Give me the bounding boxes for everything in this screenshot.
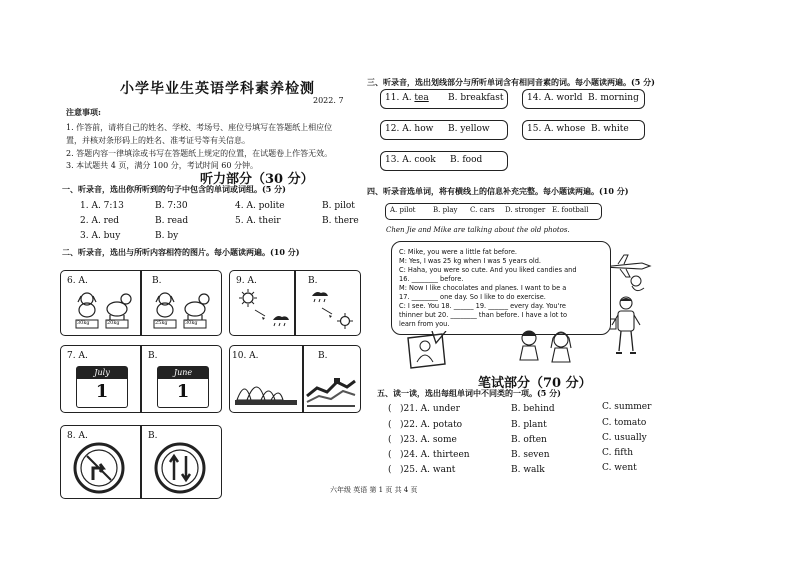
- dialog-line-8: thinner but 20. ________ than before. I have a lot to: [399, 311, 568, 319]
- page-footer: 六年级 英语 第 1 页 共 4 页: [330, 486, 418, 494]
- q9-sun-then-rain-icon: [235, 288, 293, 332]
- q7-label-b: B.: [148, 351, 158, 361]
- q22-option-a: )22. A. potato: [400, 420, 463, 430]
- part2-instruction: 二、听录音，选出与所听内容相符的图片。每小题读两遍。(10 分): [62, 247, 300, 257]
- q7-label-a: 7. A.: [67, 351, 88, 361]
- notes-line-3: 2. 答题内容一律填涂或书写在答题纸上规定的位置，在试题卷上作答无效。: [66, 149, 333, 158]
- q11-label: 11. A. tea: [385, 93, 429, 103]
- p1-row2-b: B. read: [155, 216, 189, 226]
- q9-divider: [294, 270, 296, 335]
- boy-figure-icon: [606, 295, 646, 357]
- q8-label-b: B.: [148, 431, 158, 441]
- notes-line-2: 置，并核对条形码上的姓名、准考证号等有关信息。: [66, 136, 250, 145]
- p1-row2-d: B. there: [322, 216, 359, 226]
- q25-option-a: )25. A. want: [400, 465, 456, 475]
- part4-option-d: D. stronger: [505, 206, 546, 214]
- q9-rain-then-sun-icon: [300, 288, 358, 332]
- q8-label-a: 8. A.: [67, 431, 88, 441]
- p1-row3-b: B. by: [155, 231, 179, 241]
- part4-caption: Chen Jie and Mike are talking about the old photos.: [386, 226, 570, 234]
- q24-option-a: )24. A. thirteen: [400, 450, 470, 460]
- q13-option-b: food: [462, 155, 483, 165]
- q21-option-b: B. behind: [511, 404, 555, 414]
- q10-divider: [302, 345, 304, 412]
- q7-divider: [140, 345, 142, 412]
- q8-two-way-traffic-sign-icon: [152, 440, 208, 496]
- q6a-weight-left: 30kg: [77, 320, 90, 326]
- p1-row1-d: B. pilot: [322, 201, 355, 211]
- q7-calendar-a-day: 1: [95, 381, 109, 402]
- q15-num: 15.: [527, 124, 542, 134]
- q23-option-a: )23. A. some: [400, 435, 457, 445]
- part4-instruction: 四、听录音选单词，将有横线上的信息补充完整。每小题读两遍。(10 分): [367, 186, 629, 196]
- q22-option-c: C. tomato: [602, 418, 647, 428]
- dialog-line-5: M: Now I like chocolates and planes. I want to be a: [399, 284, 567, 292]
- p1-row3-a: 3. A. buy: [80, 231, 121, 241]
- q9-label-b: B.: [308, 276, 318, 286]
- q10-sydney-opera-house-icon: [233, 368, 299, 408]
- dialog-bubble: [391, 241, 611, 335]
- q7-calendar-b: [157, 366, 209, 408]
- part4-option-a: A. pilot: [390, 206, 416, 214]
- q15-option-a: whose: [556, 124, 586, 134]
- q12-option-a-wrap: 12. A. how: [385, 124, 434, 134]
- part4-option-e: E. football: [552, 206, 589, 214]
- q6-divider: [140, 270, 142, 335]
- q12-option-b-wrap: B. yellow: [448, 124, 490, 134]
- q21-paren[interactable]: (: [388, 404, 392, 414]
- notes-line-4: 3. 本试题共 4 页，满分 100 分，考试时间 60 分钟。: [66, 161, 258, 170]
- q14-option-a-wrap: 14. A. world: [527, 93, 583, 103]
- dialog-line-6: 17. ________ one day. So I like to do exercise.: [399, 293, 546, 301]
- q14-option-b-wrap: B. morning: [588, 93, 639, 103]
- q21-option-c: C. summer: [602, 402, 652, 412]
- q24-option-c: C. fifth: [602, 448, 634, 458]
- q24-paren[interactable]: (: [388, 450, 392, 460]
- q11-option-b: breakfast: [460, 93, 504, 103]
- q6b-weight-right: 30kg: [185, 320, 198, 326]
- q15-option-a-wrap: 15. A. whose: [527, 124, 586, 134]
- q6a-weight-right: 20kg: [107, 320, 120, 326]
- q24-option-b: B. seven: [511, 450, 550, 460]
- q12-option-b: yellow: [460, 124, 490, 134]
- p1-row1-c: 4. A. polite: [235, 201, 285, 211]
- q22-option-b: B. plant: [511, 420, 547, 430]
- p1-row2-c: 5. A. their: [235, 216, 281, 226]
- q13-num: 13.: [385, 155, 400, 165]
- q12-option-a: how: [414, 124, 434, 134]
- q6-label-a: 6. A.: [67, 276, 88, 286]
- q25-option-b: B. walk: [511, 465, 545, 475]
- q10-label-b: B.: [318, 351, 328, 361]
- listening-heading: 听力部分（30 分）: [200, 172, 314, 187]
- q11-num: 11.: [385, 93, 400, 103]
- dialog-line-9: learn from you.: [399, 320, 450, 328]
- p1-row1-a: 1. A. 7:13: [80, 201, 124, 211]
- exam-date: 2022. 7: [313, 96, 344, 105]
- q14-num: 14.: [527, 93, 542, 103]
- q14-option-b: morning: [600, 93, 639, 103]
- q21-option-a: )21. A. under: [400, 404, 460, 414]
- part1-instruction: 一、听录音，选出你所听到的句子中包含的单词或词组。(5 分): [62, 184, 286, 194]
- part5-instruction: 五、读一读，选出每组单词中不同类的一项。(5 分): [377, 388, 561, 398]
- old-photo-icon: [405, 332, 447, 370]
- q13-option-a: cook: [414, 155, 436, 165]
- q23-paren[interactable]: (: [388, 435, 392, 445]
- q22-paren[interactable]: (: [388, 420, 392, 430]
- dialog-line-2: M: Yes, I was 25 kg when I was 5 years old.: [399, 257, 542, 265]
- notes-heading: 注意事项:: [66, 107, 101, 117]
- q8-divider: [140, 425, 142, 498]
- part4-option-c: C. cars: [470, 206, 495, 214]
- q15-option-b-wrap: B. white: [591, 124, 629, 134]
- q10-great-wall-icon: [305, 366, 357, 408]
- q6b-weight-left: 25kg: [155, 320, 168, 326]
- q23-option-b: B. often: [511, 435, 547, 445]
- dialog-line-4: 16. ________ before.: [399, 275, 464, 283]
- part4-option-b: B. play: [433, 206, 458, 214]
- q25-paren[interactable]: (: [388, 465, 392, 475]
- q11-option-a: tea: [414, 93, 429, 103]
- q15-option-b: white: [603, 124, 629, 134]
- dialog-line-3: C: Haha, you were so cute. And you liked candies and: [399, 266, 577, 274]
- q11-option-b-wrap: B. breakfast: [448, 93, 504, 103]
- q7-calendar-a: [76, 366, 128, 408]
- q10-label-a: 10. A.: [232, 351, 259, 361]
- q6-label-b: B.: [152, 276, 162, 286]
- two-children-icon: [515, 328, 579, 368]
- written-heading: 笔试部分（70 分）: [478, 376, 592, 391]
- q9-label-a: 9. A.: [236, 276, 257, 286]
- q12-num: 12.: [385, 124, 400, 134]
- q7-calendar-b-month: June: [158, 367, 208, 379]
- q7-calendar-a-month: July: [77, 367, 127, 379]
- q14-option-a: world: [556, 93, 583, 103]
- dialog-line-7: C: I see. You 18. ______ 19. ______ every day. You're: [399, 302, 566, 310]
- q7-calendar-b-day: 1: [176, 381, 190, 402]
- q13-option-b-wrap: B. food: [450, 155, 483, 165]
- dialog-line-1: C: Mike, you were a little fat before.: [399, 248, 517, 256]
- q8-no-turning-sign-icon: [71, 440, 127, 496]
- p1-row1-b: B. 7:30: [155, 201, 188, 211]
- p1-row2-a: 2. A. red: [80, 216, 120, 226]
- q23-option-c: C. usually: [602, 433, 647, 443]
- exam-title: 小学毕业生英语学科素养检测: [120, 81, 315, 97]
- q25-option-c: C. went: [602, 463, 637, 473]
- part3-instruction: 三、听录音，选出划线部分与所听单词含有相同音素的词。每小题读两遍。(5 分): [367, 77, 655, 87]
- q13-option-a-wrap: 13. A. cook: [385, 155, 436, 165]
- notes-line-1: 1. 作答前，请将自己的姓名、学校、考场号、座位号填写在答题纸上相应位: [66, 123, 333, 132]
